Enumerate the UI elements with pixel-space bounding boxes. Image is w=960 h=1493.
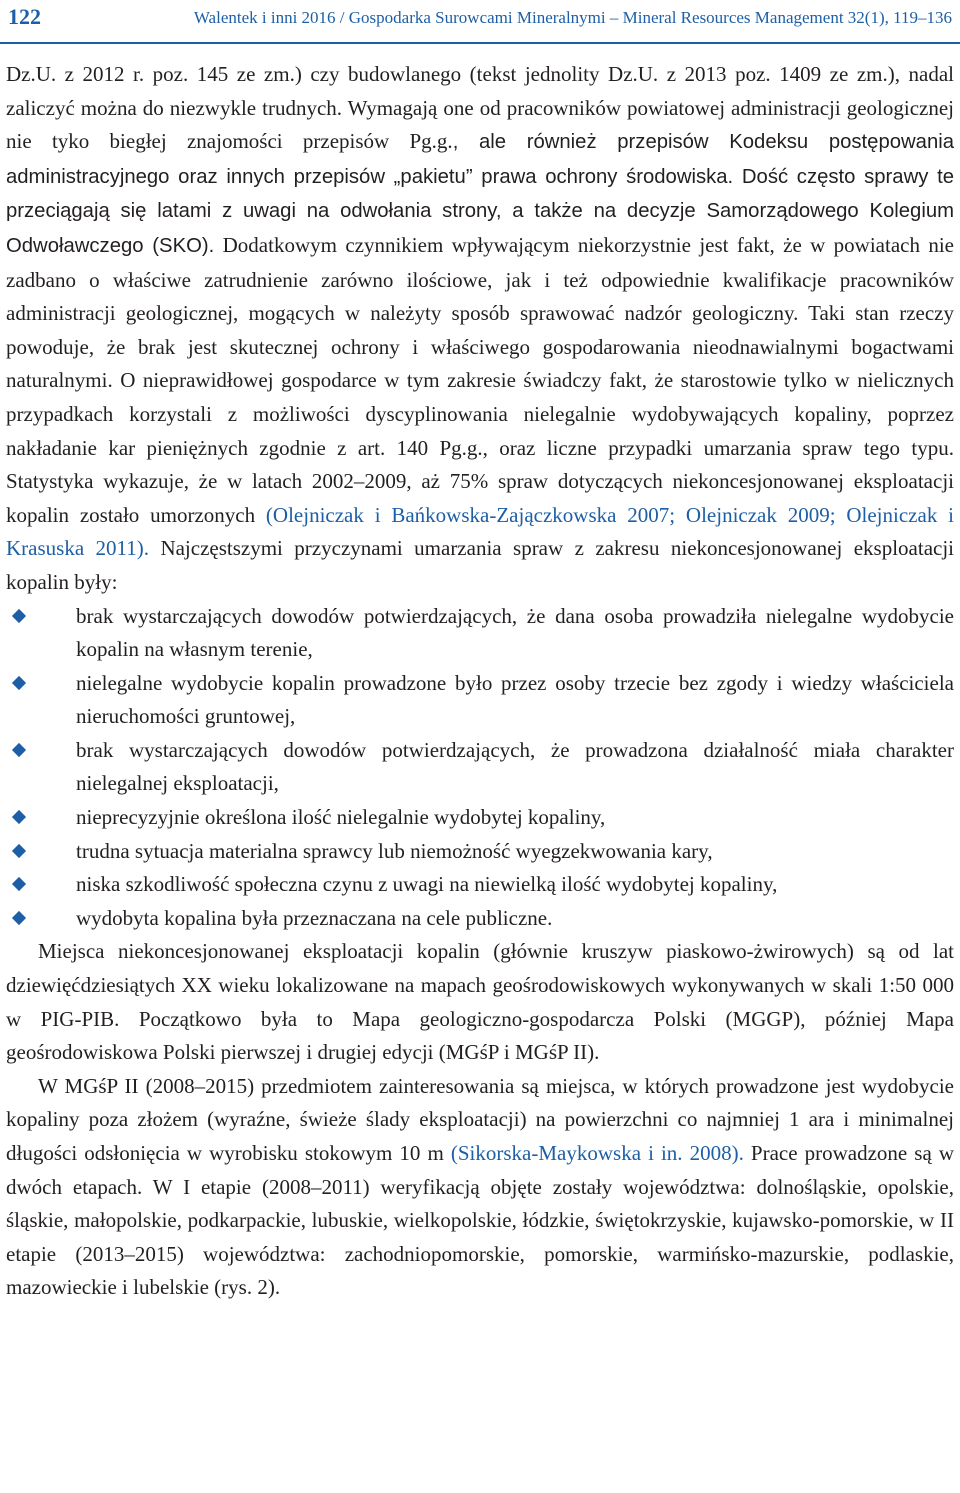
paragraph-2: [6, 935, 954, 1069]
list-item: [6, 835, 954, 869]
paragraph-1-text-d: Najczęstszymi przyczynami umarzania spraw z zakresu niekoncesjonowanej eksploatacji kopalin były:: [6, 536, 955, 594]
list-item-text: nieprecyzyjnie określona ilość nielegalnie wydobytej kopaliny,: [76, 805, 606, 830]
paragraph-1-text-c: Dodatkowym czynnikiem wpływającym niekorzystnie jest fakt, że w powiatach nie zadbano o właściwe zatrudnienie zarówno ilościowe, jak i też odpowiednie kwalifikacje pracowników administracji geologicznej, mogących w należyty sposób sprawować nadzór geologiczny. Taki stan rzeczy powoduje, że brak jest skutecznej ochrony i właściwego gospodarowania nieodnawialnymi bogactwami naturalnymi. O nieprawidłowej gospodarce w tym zakresie świadczy fakt, że starostowie tylko w nielicznych przypadkach korzystali z możliwości dyscyplinowania nielegalnie wydobywających kopaliny, poprzez nakładanie kar pieniężnych zgodnie z art. 140 Pg.g., oraz liczne przypadki umarzania spraw tego typu. Statystyka wykazuje, że w latach 2002–2009, aż 75% spraw dotyczących niekoncesjonowanej eksploatacji kopalin zostało umorzonych: [6, 232, 954, 527]
diamond-bullet-icon: [12, 608, 26, 622]
diamond-bullet-icon: [12, 810, 26, 824]
paragraph-3: [6, 1070, 954, 1305]
citation-link[interactable]: (Sikorska-Maykowska i in. 2008).: [450, 1141, 744, 1165]
list-item-text: niska szkodliwość społeczna czynu z uwagi na niewielką ilość wydobytej kopaliny,: [76, 872, 778, 897]
citation-link[interactable]: (Olejniczak i Bańkowska-Zajączkowska 2007; Olejniczak 2009; Olejniczak i Krasuska 2011).: [6, 502, 954, 561]
diamond-bullet-icon: [12, 743, 26, 757]
list-item-text: brak wystarczających dowodów potwierdzających, że dana osoba prowadziła nielegalne wydobycie kopalin na własnym terenie,: [76, 603, 954, 662]
list-item: [6, 734, 954, 801]
diamond-bullet-icon: [12, 911, 26, 925]
paragraph-1-text-b: , ale również przepisów Kodeksu postępowania administracyjnego oraz innych przepisów „pakietu” prawa ochrony środowiska. Dość często sprawy te przeciągają się latami z uwagi na odwołania strony, a także na decyzje Samorządowego Kolegium Odwoławczego (SKO).: [6, 131, 955, 257]
page-number: 122: [8, 4, 41, 29]
page-header: [4, 0, 956, 38]
paragraph-3-text-a: W MGśP II (2008–2015) przedmiotem zainteresowania są miejsca, w których prowadzone jest wydobycie kopaliny poza złożem (wyraźne, świeże ślady eksploatacji) na powierzchni co najmniej 1 ara i minimalnej długości odsłonięcia w wyrobisku stokowym 10 m: [6, 1073, 954, 1165]
list-item: [6, 801, 954, 835]
running-title: Walentek i inni 2016 / Gospodarka Surowcami Mineralnymi – Mineral Resources Management 32(1), 119–136: [193, 8, 952, 27]
list-item: [6, 902, 954, 936]
diamond-bullet-icon: [12, 844, 26, 858]
diamond-bullet-icon: [12, 676, 26, 690]
bullet-list: [6, 600, 954, 936]
paragraph-3-text-b: Prace prowadzone są w dwóch etapach. W I etapie (2008–2011) weryfikacją objęte zostały województwa: dolnośląskie, opolskie, śląskie, małopolskie, podkarpackie, lubuskie, wielkopolskie, łódzkie, świętokrzyskie, kujawsko-pomorskie, w II etapie (2013–2015) województwa: zachodniopomorskie, pomorskie, warmińsko-mazurskie, podlaskie, mazowieckie i lubelskie (rys. 2).: [6, 1141, 954, 1300]
list-item: [6, 868, 954, 902]
paragraph-1-text-a: Dz.U. z 2012 r. poz. 145 ze zm.) czy budowlanego (tekst jednolity Dz.U. z 2013 poz. 1409 ze zm.), nadal zaliczyć można do niezwykle trudnych. Wymagają one od pracowników powiatowej administracji geologicznej nie tyko biegłej znajomości przepisów Pg.g.: [6, 62, 954, 154]
paragraph-1: [6, 58, 954, 600]
list-item-text: wydobyta kopalina była przeznaczana na cele publiczne.: [76, 905, 553, 930]
header-rule: [0, 42, 960, 44]
list-item-text: trudna sytuacja materialna sprawcy lub niemożność wyegzekwowania kary,: [76, 838, 713, 863]
list-item-text: brak wystarczających dowodów potwierdzających, że prowadzona działalność miała charakter nielegalnej eksploatacji,: [76, 737, 954, 796]
list-item: [6, 667, 954, 734]
paragraph-2-text: Miejsca niekoncesjonowanej eksploatacji kopalin (głównie kruszyw piaskowo-żwirowych) są od lat dziewięćdziesiątych XX wieku lokalizowane na mapach geośrodowiskowych wykonywanych w skali 1:50 000 w PIG-PIB. Początkowo była to Mapa geologiczno-gospodarcza Polski (MGGP), później Mapa geośrodowiskowa Polski pierwszej i drugiej edycji (MGśP i MGśP II).: [6, 939, 954, 1065]
diamond-bullet-icon: [12, 877, 26, 891]
article-body: [6, 58, 954, 1305]
list-item-text: nielegalne wydobycie kopalin prowadzone było przez osoby trzecie bez zgody i wiedzy właściciela nieruchomości gruntowej,: [76, 670, 954, 729]
list-item: [6, 600, 954, 667]
